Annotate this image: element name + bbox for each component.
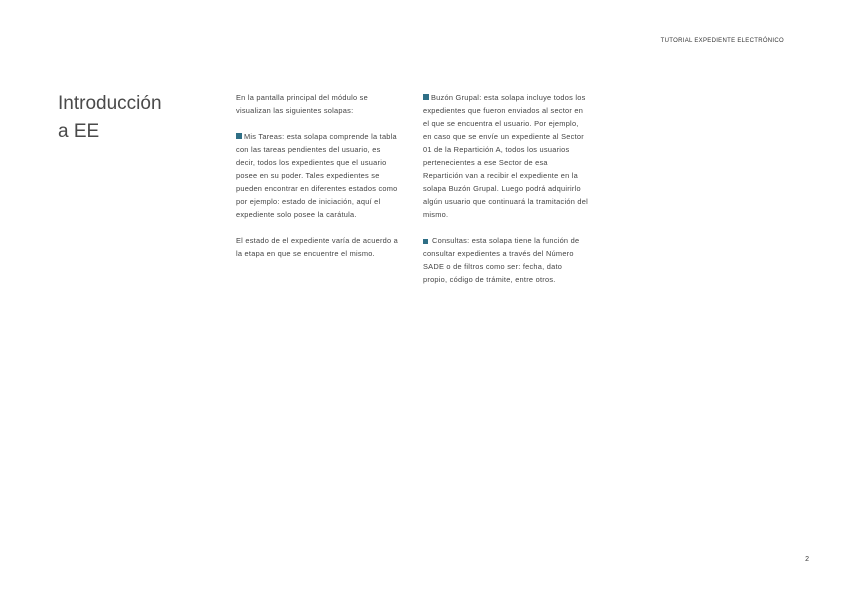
mis-tareas-text: Mis Tareas: esta solapa comprende la tabla con las tareas pendientes del usuario, es decir, todos los expedientes que el usuario posee en su poder. Tales expedientes se pueden encontrar en diferentes estados como por ejemplo: estado de iniciación, aquí el expediente solo posee la carátula.: [236, 132, 398, 219]
page-title: [58, 90, 208, 146]
left-text-column: [236, 91, 401, 273]
page-number: 2: [805, 556, 809, 563]
page-title-line-2: a EE: [58, 121, 100, 142]
consultas-text: Consultas: esta solapa tiene la función de consultar expedientes a través del Número SADE o de filtros como ser: fecha, dato propio, código de trámite, entre otros.: [423, 236, 580, 284]
square-bullet-icon: [423, 239, 428, 244]
square-bullet-icon: [236, 133, 242, 139]
right-text-column: [423, 91, 588, 299]
intro-paragraph: En la pantalla principal del módulo se visualizan las siguientes solapas:: [236, 93, 368, 115]
document-header: TUTORIAL EXPEDIENTE ELECTRÓNICO: [660, 38, 784, 44]
buzon-grupal-text: Buzón Grupal: esta solapa incluye todos los expedientes que fueron enviados al sector en el que se encuentra el usuario. Por ejemplo, en caso que se envíe un expediente al Sector 01 de la Repartición A, todos los usuarios pertenecientes a ese Sector de esa Repartición van a recibir el expediente en la solapa Buzón Grupal. Luego podrá adquirirlo algún usuario que continuará la tramitación del mismo.: [423, 93, 588, 219]
consultas-paragraph: [423, 234, 588, 286]
page-title-line-1: Introducción: [58, 93, 162, 114]
buzon-grupal-paragraph: [423, 91, 588, 221]
square-bullet-icon: [423, 94, 429, 100]
estado-paragraph: El estado de el expediente varía de acuerdo a la etapa en que se encuentre el mismo.: [236, 236, 399, 258]
mis-tareas-paragraph: [236, 130, 401, 221]
